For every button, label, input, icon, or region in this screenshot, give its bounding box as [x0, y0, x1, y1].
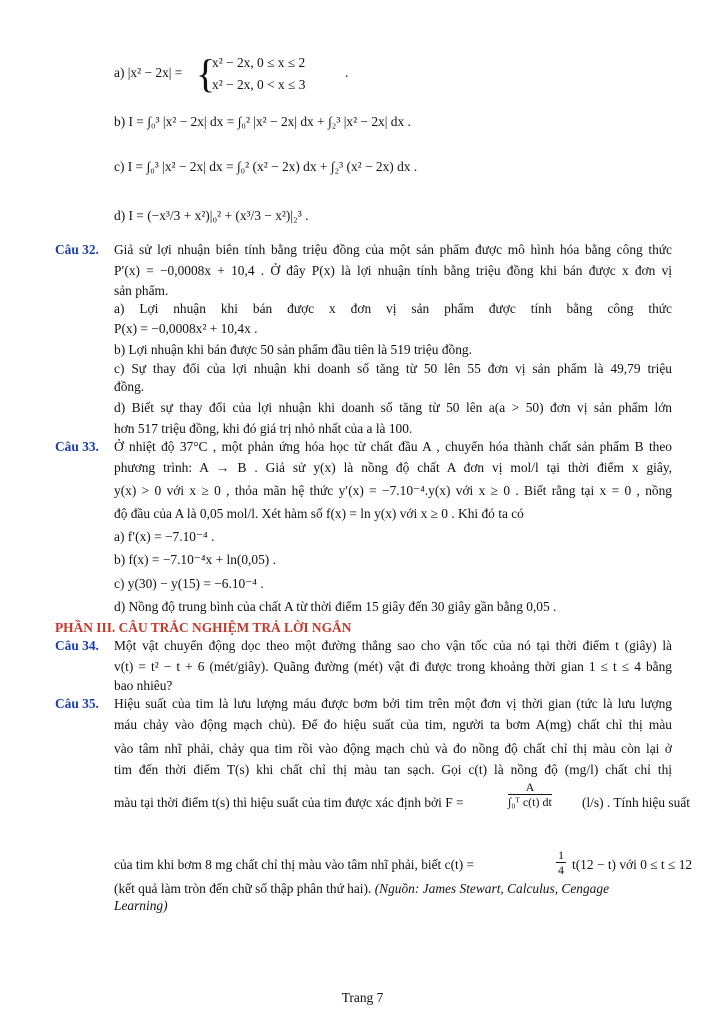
q31-case-1: x² − 2x, 0 ≤ x ≤ 2 — [212, 55, 306, 70]
q35-line-3: vào tâm nhĩ phải, chảy qua tim rồi vào động mạch chủ và đo nồng độ chất chỉ thị màu còn lại ở — [114, 741, 672, 756]
q34-line-1: Một vật chuyển động dọc theo một đường thẳng sao cho vận tốc của nó tại thời điểm t (giây) là — [114, 638, 672, 653]
q35-line-1: Hiệu suất của tim là lưu lượng máu được bơm bởi tim trên một đơn vị thời gian (tức là lưu lượng — [114, 696, 672, 711]
q31-option-d: d) I = (−x³/3 + x²)|₀² + (x³/3 − x²)|₂³ . — [114, 208, 309, 223]
q34-line-3: bao nhiêu? — [114, 678, 173, 693]
q33-line-3: y(x) > 0 với x ≥ 0 , thỏa mãn hệ thức y′(x) = −7.10⁻⁴.y(x) với x ≥ 0 . Biết rằng tại x = 0 , nồng — [114, 483, 672, 498]
q35-line-5b: (l/s) . Tính hiệu suất — [582, 795, 690, 810]
q35-line-5a: màu tại thời điểm t(s) thì hiệu suất của tim được xác định bởi F = — [114, 795, 464, 810]
q35-fraction-quarter — [556, 848, 566, 877]
section-title: PHẦN III. CÂU TRẮC NGHIỆM TRẢ LỜI NGẮN — [55, 620, 352, 635]
page-number: Trang 7 — [341, 990, 384, 1005]
q35-line-7-text: (kết quả làm tròn đến chữ số thập phân thứ hai). — [114, 881, 372, 896]
q35-quarter-denominator: 4 — [558, 863, 564, 877]
q32-option-a-2: P(x) = −0,0008x² + 10,4x . — [114, 321, 258, 336]
q35-line-4: tim đến thời điểm T(s) khi chất chỉ thị màu tan sạch. Gọi c(t) là nồng độ (mg/l) chất chỉ thị — [114, 762, 672, 777]
q32-line-3: sản phẩm. — [114, 283, 169, 298]
q31-option-c: c) I = ∫₀³ |x² − 2x| dx = ∫₀² (x² − 2x) dx + ∫₂³ (x² − 2x) dx . — [114, 159, 418, 174]
q32-option-d-2: hơn 517 triệu đồng, khi đó giá trị nhỏ nhất của a là 100. — [114, 421, 413, 436]
q32-option-c-1: c) Sự thay đổi của lợi nhuận khi doanh số tăng từ 50 lên 55 đơn vị sản phẩm là 49,79 triệu — [114, 361, 672, 376]
q33-option-a: a) f′(x) = −7.10⁻⁴ . — [114, 529, 215, 544]
q35-line-8: Learning) — [114, 898, 168, 913]
q31-a-end: . — [345, 65, 349, 80]
q32-option-b: b) Lợi nhuận khi bán được 50 sản phẩm đầu tiên là 519 triệu đồng. — [114, 342, 472, 357]
q32-option-d-1: d) Biết sự thay đổi của lợi nhuận khi doanh số tăng từ 50 lên a(a > 50) đơn vị sản phẩm lớn — [114, 400, 672, 415]
q32-line-2: P′(x) = −0,0008x + 10,4 . Ở đây P(x) là lợi nhuận tính bằng triệu đồng khi bán được x đơn vị — [114, 263, 672, 278]
q31-option-b: b) I = ∫₀³ |x² − 2x| dx = ∫₀² |x² − 2x| dx + ∫₂³ |x² − 2x| dx . — [114, 114, 411, 129]
q35-line-2: máu chảy vào động mạch chủ). Để đo hiệu suất của tim, người ta bơm A(mg) chất chỉ thị màu — [114, 717, 672, 732]
q32-label: Câu 32. — [55, 242, 99, 257]
q35-line-6a: của tim khi bơm 8 mg chất chỉ thị màu vào tâm nhĩ phải, biết c(t) = — [114, 857, 475, 872]
q35-frac-denominator: ∫₀ᵀ c(t) dt — [508, 795, 552, 809]
q33-label: Câu 33. — [55, 439, 99, 454]
q31-option-a: a) |x² − 2x| = — [114, 65, 183, 80]
q35-frac-numerator: A — [508, 780, 552, 795]
q35-line-6 — [114, 848, 693, 882]
q35-fraction-F — [508, 780, 552, 809]
q34-line-2: v(t) = t² − t + 6 (mét/giây). Quãng đường (mét) vật đi được trong khoảng thời gian 1 ≤ t ≤ 4 bằng — [114, 659, 672, 674]
q35-label: Câu 35. — [55, 696, 99, 711]
q32-line-1: Giả sử lợi nhuận biên tính bằng triệu đồng của một sản phẩm được mô hình hóa bằng công thức — [114, 242, 672, 257]
q31-brace: { — [196, 51, 216, 96]
q33-option-b: b) f(x) = −7.10⁻⁴x + ln(0,05) . — [114, 552, 276, 567]
q33-option-c: c) y(30) − y(15) = −6.10⁻⁴ . — [114, 576, 264, 591]
q35-line-5 — [114, 780, 690, 830]
q34-label: Câu 34. — [55, 638, 99, 653]
q32-option-c-2: đồng. — [114, 379, 145, 394]
q32-option-a-1: a) Lợi nhuận khi bán được x đơn vị sản phẩm được tính bằng công thức — [114, 301, 672, 316]
q35-line-6b: t(12 − t) với 0 ≤ t ≤ 12 — [572, 857, 693, 872]
q35-line-7 — [114, 880, 672, 897]
q35-quarter-numerator: 1 — [558, 848, 564, 862]
q33-line-4: độ đầu của A là 0,05 mol/l. Xét hàm số f(x) = ln y(x) với x ≥ 0 . Khi đó ta có — [114, 506, 524, 521]
q33-option-d: d) Nồng độ trung bình của chất A từ thời điểm 15 giây đến 30 giây gần bằng 0,05 . — [114, 599, 557, 614]
q33-line-1: Ở nhiệt độ 37°C , một phản ứng hóa học từ chất đầu A , chuyển hóa thành chất sản phẩm B theo — [114, 439, 672, 454]
q31-case-2: x² − 2x, 0 < x ≤ 3 — [212, 77, 306, 92]
q35-source: (Nguồn: James Stewart, Calculus, Cengage — [374, 881, 610, 896]
q33-line-2: phương trình: A → B . Giả sử y(x) là nồng độ chất A đơn vị mol/l tại thời điểm x giây, — [114, 460, 672, 475]
